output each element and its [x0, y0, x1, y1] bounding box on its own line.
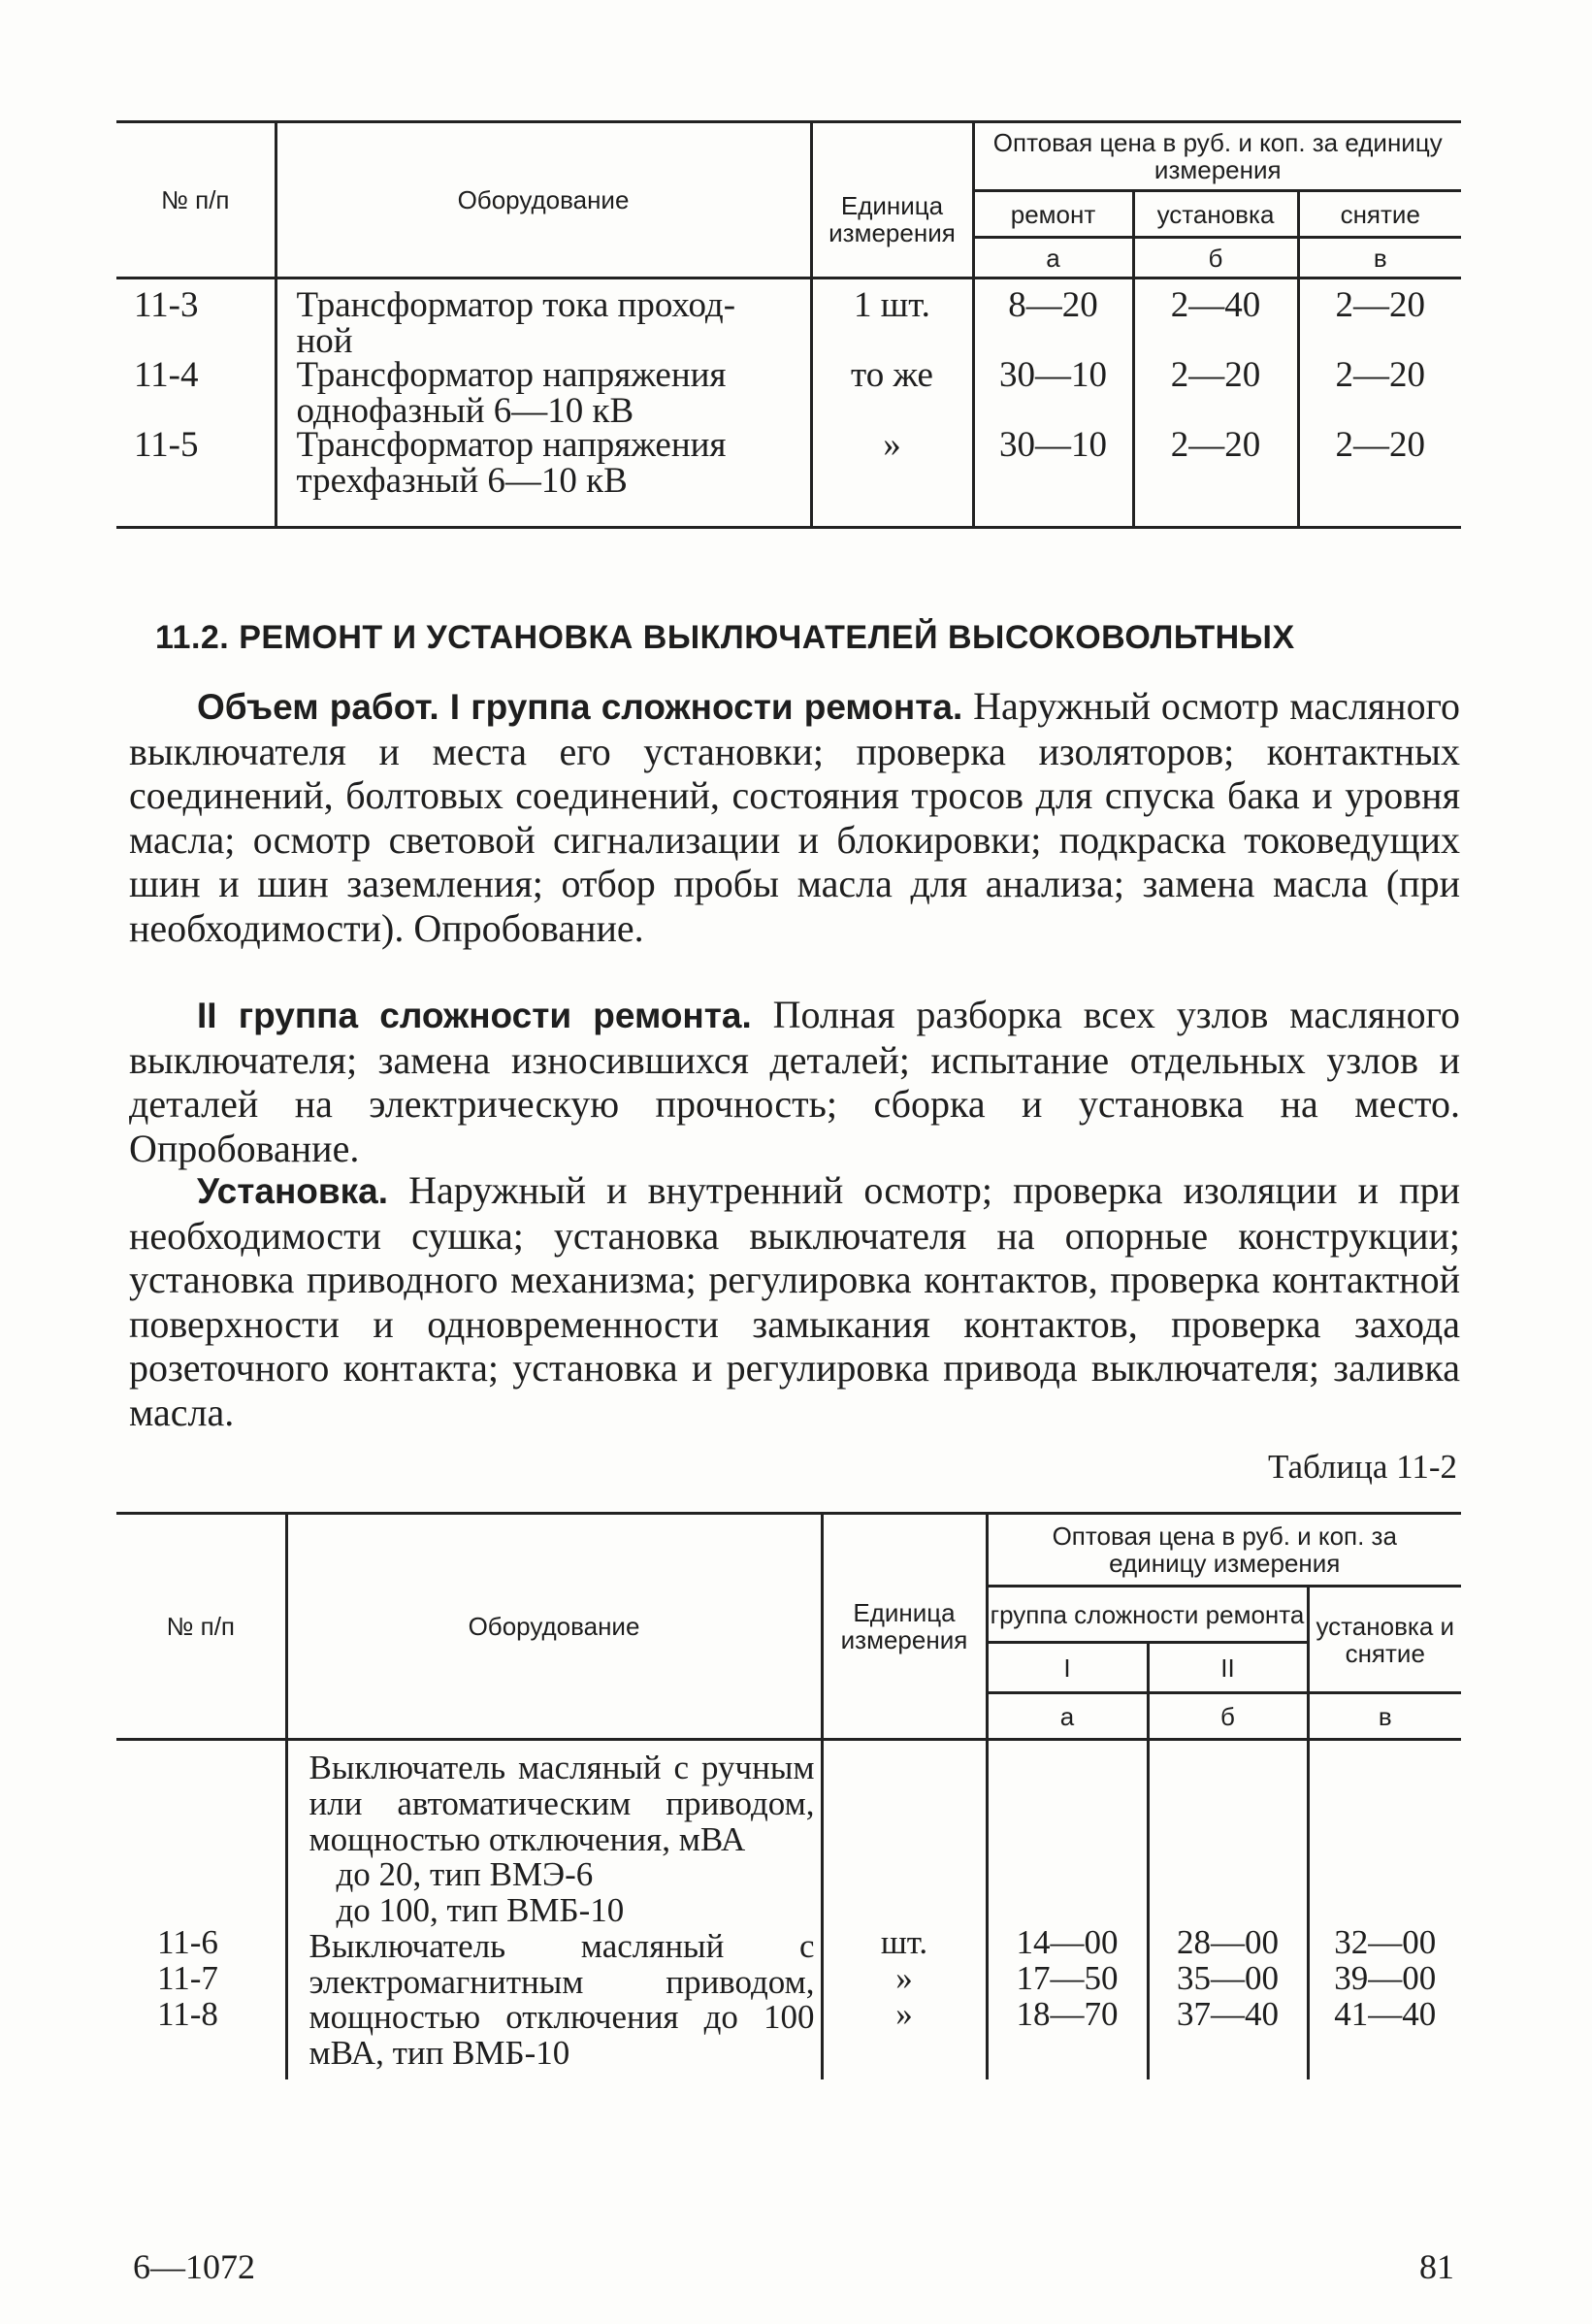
t2-header-install-removal: установка и снятие	[1308, 1587, 1461, 1693]
t2-cell-unit: шт.	[880, 1923, 928, 1962]
table-11-2	[116, 1512, 1461, 2079]
paragraph-installation: Установка. Наружный и внутренний осмотр; проверка изоляции и при необходимости сушка; установка выключателя на опорные конструкции; установка приводного механизма; регулировка контактов, проверка контактной поверхности и одновременности замыкания контактов, проверка захода розеточного контакта; установка и регулировка привода выключателя; заливка масла.	[129, 1168, 1460, 1434]
t2-header-num: № п/п	[166, 1612, 235, 1642]
t1-cell-equipment: Трансформатор тока проход- ной	[296, 285, 736, 362]
t2-cell-install-removal: 41—40	[1334, 1995, 1437, 2034]
page-number: 81	[1419, 2247, 1454, 2286]
t1-cell-repair: 30—10	[999, 355, 1107, 396]
paragraph-group-ii: II группа сложности ремонта. Полная разборка всех узлов масляного выключателя; замена износившихся деталей; испытание отдельных узлов и деталей на электрическую прочность; сборка и установка на место. Опробование.	[129, 993, 1461, 1170]
t1-header-equipment: Оборудование	[276, 122, 811, 278]
t2-cell-group-ii: 35—00	[1177, 1959, 1279, 1998]
t2-header-equipment: Оборудование	[286, 1514, 822, 1740]
t1-cell-removal: 2—20	[1335, 355, 1425, 396]
t1-header-repair: ремонт	[973, 191, 1133, 238]
section-heading: 11.2. РЕМОНТ И УСТАНОВКА ВЫКЛЮЧАТЕЛЕЙ ВЫСОКОВОЛЬТНЫХ	[155, 619, 1295, 656]
t1-header-price-group: Оптовая цена в руб. и коп. за единицу измерения	[973, 122, 1461, 191]
table-11-1	[116, 120, 1461, 529]
t2-cell-num: 11-7	[157, 1958, 218, 1997]
t1-cell-unit: 1 шт.	[854, 285, 930, 326]
t1-cell-removal: 2—20	[1335, 285, 1425, 326]
t1-cell-num: 11-5	[134, 425, 199, 466]
t1-cell-repair: 30—10	[999, 425, 1107, 466]
t2-header-complexity: группа сложности ремонта	[987, 1587, 1308, 1643]
t1-header-removal: снятие	[1298, 191, 1461, 238]
signature-mark: 6—1072	[133, 2247, 255, 2286]
table-caption: Таблица 11-2	[1267, 1448, 1457, 1486]
t2-header-group-ii: II	[1148, 1643, 1308, 1693]
t2-cell-num: 11-8	[157, 1994, 218, 2033]
t2-cell-group-i: 14—00	[1016, 1923, 1119, 1962]
t1-header-unit: Единица измерения	[811, 122, 973, 278]
t1-cell-num: 11-4	[134, 355, 199, 396]
t2-header-letter-b: б	[1148, 1693, 1308, 1740]
t2-cell-group-ii: 37—40	[1177, 1995, 1279, 2034]
t2-cell-unit: »	[895, 1995, 913, 2034]
t2-cell-equipment: Выключатель масляный с ручным или автоматическим приводом, мощностью отключения, мВА до 20, тип ВМЭ-6 до 100, тип ВМБ-10 Выключатель масляный с электромагнитным приводом, мощностью отключения до 100 мВА, тип ВМБ-10	[309, 1749, 815, 2073]
t1-cell-equipment: Трансформатор напряжения однофазный 6—10 кВ	[296, 355, 727, 432]
t2-cell-num: 11-6	[157, 1923, 218, 1962]
t1-cell-install: 2—20	[1170, 425, 1261, 466]
t1-cell-unit: то же	[851, 355, 933, 396]
t2-header-letter-a: а	[987, 1693, 1148, 1740]
t1-cell-repair: 8—20	[1008, 285, 1098, 326]
t1-cell-removal: 2—20	[1335, 425, 1425, 466]
t1-cell-install: 2—20	[1170, 355, 1261, 396]
t1-header-letter-c: в	[1298, 238, 1461, 278]
t1-cell-unit: »	[883, 425, 901, 466]
t2-cell-unit: »	[895, 1959, 913, 1998]
t2-cell-group-i: 17—50	[1016, 1959, 1119, 1998]
t1-header-num: № п/п	[161, 185, 230, 215]
t2-header-unit: Единица измерения	[822, 1514, 987, 1740]
t2-header-group-i: I	[987, 1643, 1148, 1693]
t2-header-price-group: Оптовая цена в руб. и коп. за единицу измерения	[987, 1514, 1461, 1587]
t2-cell-group-i: 18—70	[1016, 1995, 1119, 2034]
t1-cell-equipment: Трансформатор напряжения трехфазный 6—10 кВ	[296, 425, 727, 502]
t2-header-letter-c: в	[1308, 1693, 1461, 1740]
t1-header-letter-b: б	[1133, 238, 1298, 278]
t1-cell-num: 11-3	[134, 285, 199, 326]
t2-cell-install-removal: 39—00	[1334, 1959, 1437, 1998]
t1-header-letter-a: а	[973, 238, 1133, 278]
t2-cell-install-removal: 32—00	[1334, 1923, 1437, 1962]
t1-cell-install: 2—40	[1170, 285, 1261, 326]
paragraph-scope-of-work: Объем работ. I группа сложности ремонта. Наружный осмотр масляного выключателя и места его установки; проверка изоляторов; контактных соединений, болтовых соединений, состояния тросов для спуска бака и уровня масла; осмотр световой сигнализации и блокировки; подкраска токоведущих шин и шин заземления; отбор пробы масла для анализа; замена масла (при необходимости). Опробование.	[129, 684, 1461, 950]
t1-header-install: установка	[1133, 191, 1298, 238]
t2-cell-group-ii: 28—00	[1177, 1923, 1279, 1962]
